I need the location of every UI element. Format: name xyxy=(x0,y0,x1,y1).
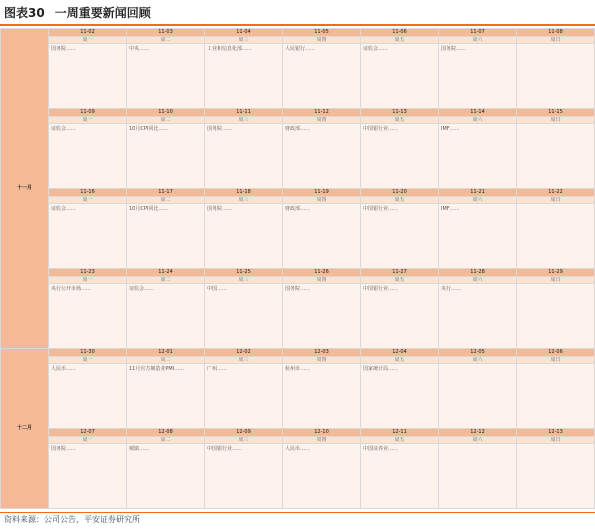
weekday-cell: 周五 xyxy=(361,356,439,364)
news-row xyxy=(1,204,595,269)
news-cell: 国家统计局…… xyxy=(361,364,439,429)
figure-title: 一周重要新闻回顾 xyxy=(54,5,151,20)
date-row xyxy=(1,29,595,37)
weekday-cell: 周一 xyxy=(49,276,127,284)
news-cell xyxy=(517,444,595,509)
weekday-row xyxy=(1,436,595,444)
news-cell: 城镇…… xyxy=(127,444,205,509)
date-cell: 11-04 xyxy=(205,29,283,37)
weekday-cell: 周一 xyxy=(49,356,127,364)
news-cell xyxy=(439,364,517,429)
weekday-cell: 周三 xyxy=(205,196,283,204)
date-cell: 11-27 xyxy=(361,268,439,276)
date-cell: 11-03 xyxy=(127,29,205,37)
news-cell: 国务院…… xyxy=(283,284,361,349)
date-row xyxy=(1,108,595,116)
date-cell: 11-26 xyxy=(283,268,361,276)
weekday-row xyxy=(1,116,595,124)
weekday-cell: 周二 xyxy=(127,196,205,204)
date-cell: 12-01 xyxy=(127,348,205,356)
date-cell: 12-05 xyxy=(439,348,517,356)
news-cell xyxy=(517,364,595,429)
top-divider xyxy=(0,24,595,26)
month-label-november: 十一月 xyxy=(1,29,49,349)
news-cell: IMF…… xyxy=(439,204,517,269)
date-cell: 11-05 xyxy=(283,29,361,37)
weekday-cell: 周六 xyxy=(439,276,517,284)
weekday-row xyxy=(1,196,595,204)
news-row xyxy=(1,124,595,189)
date-row xyxy=(1,428,595,436)
weekday-cell: 周一 xyxy=(49,436,127,444)
date-cell: 12-12 xyxy=(439,428,517,436)
news-cell: 中国银行业…… xyxy=(205,444,283,509)
news-row xyxy=(1,444,595,509)
news-cell: 人民银行…… xyxy=(283,44,361,109)
date-cell: 11-14 xyxy=(439,108,517,116)
news-cell xyxy=(517,44,595,109)
news-cell: 中国…… xyxy=(205,284,283,349)
weekday-cell: 周四 xyxy=(283,436,361,444)
news-cell: 中国银行业…… xyxy=(361,284,439,349)
weekday-cell: 周六 xyxy=(439,116,517,124)
weekday-cell: 周二 xyxy=(127,116,205,124)
date-cell: 11-07 xyxy=(439,29,517,37)
news-cell: 中国证券业…… xyxy=(361,444,439,509)
date-cell: 12-11 xyxy=(361,428,439,436)
date-row xyxy=(1,348,595,356)
news-cell: 10月CPI同比…… xyxy=(127,124,205,189)
news-cell: IMF…… xyxy=(439,124,517,189)
weekday-cell: 周日 xyxy=(517,196,595,204)
weekday-cell: 周六 xyxy=(439,436,517,444)
weekday-cell: 周五 xyxy=(361,116,439,124)
date-cell: 12-03 xyxy=(283,348,361,356)
weekday-cell: 周四 xyxy=(283,356,361,364)
date-cell: 11-08 xyxy=(517,29,595,37)
date-cell: 12-02 xyxy=(205,348,283,356)
weekday-cell: 周日 xyxy=(517,356,595,364)
date-cell: 11-12 xyxy=(283,108,361,116)
date-cell: 11-30 xyxy=(49,348,127,356)
news-cell: 央行公开市场…… xyxy=(49,284,127,349)
date-cell: 11-29 xyxy=(517,268,595,276)
date-cell: 11-25 xyxy=(205,268,283,276)
news-cell: 国务院…… xyxy=(49,44,127,109)
date-cell: 12-07 xyxy=(49,428,127,436)
weekday-row xyxy=(1,356,595,364)
news-cell: 国务院…… xyxy=(439,44,517,109)
bottom-divider xyxy=(0,512,595,513)
news-cell: 中央…… xyxy=(127,44,205,109)
news-cell: 中国银行业…… xyxy=(361,204,439,269)
weekday-cell: 周六 xyxy=(439,196,517,204)
source-note: 资料来源：公司公告，平安证券研究所 xyxy=(4,515,140,524)
weekday-cell: 周六 xyxy=(439,36,517,44)
news-cell: 中国银行业…… xyxy=(361,124,439,189)
news-cell xyxy=(517,284,595,349)
news-cell: 证监会…… xyxy=(49,204,127,269)
news-row xyxy=(1,284,595,349)
weekday-cell: 周日 xyxy=(517,116,595,124)
date-cell: 12-06 xyxy=(517,348,595,356)
date-cell: 11-17 xyxy=(127,188,205,196)
weekday-row xyxy=(1,36,595,44)
weekday-cell: 周一 xyxy=(49,116,127,124)
news-row xyxy=(1,44,595,109)
weekday-cell: 周三 xyxy=(205,116,283,124)
date-cell: 11-06 xyxy=(361,29,439,37)
weekday-cell: 周五 xyxy=(361,436,439,444)
weekday-cell: 周日 xyxy=(517,36,595,44)
news-cell: 央行…… xyxy=(439,284,517,349)
news-cell xyxy=(517,124,595,189)
date-cell: 11-18 xyxy=(205,188,283,196)
date-cell: 12-04 xyxy=(361,348,439,356)
weekly-news-table xyxy=(0,28,595,509)
weekday-cell: 周三 xyxy=(205,276,283,284)
news-cell xyxy=(439,444,517,509)
news-cell: 人民币…… xyxy=(283,444,361,509)
news-cell: 10月CPI同比…… xyxy=(127,204,205,269)
weekday-cell: 周三 xyxy=(205,356,283,364)
weekday-cell: 周一 xyxy=(49,196,127,204)
weekday-cell: 周三 xyxy=(205,36,283,44)
weekday-cell: 周二 xyxy=(127,356,205,364)
weekday-cell: 周四 xyxy=(283,196,361,204)
date-cell: 12-13 xyxy=(517,428,595,436)
weekday-cell: 周五 xyxy=(361,276,439,284)
date-cell: 11-09 xyxy=(49,108,127,116)
date-cell: 11-13 xyxy=(361,108,439,116)
date-row xyxy=(1,188,595,196)
date-cell: 11-02 xyxy=(49,29,127,37)
date-cell: 11-11 xyxy=(205,108,283,116)
weekday-cell: 周日 xyxy=(517,276,595,284)
weekday-cell: 周日 xyxy=(517,436,595,444)
weekday-cell: 周二 xyxy=(127,436,205,444)
weekday-cell: 周五 xyxy=(361,36,439,44)
weekday-cell: 周四 xyxy=(283,116,361,124)
month-label-december: 十二月 xyxy=(1,348,49,508)
news-cell: 证监会…… xyxy=(49,124,127,189)
date-row xyxy=(1,268,595,276)
news-cell: 证监会…… xyxy=(127,284,205,349)
weekday-cell: 周五 xyxy=(361,196,439,204)
news-cell: 工业和信息化部…… xyxy=(205,44,283,109)
news-cell: 财政部…… xyxy=(283,204,361,269)
date-cell: 12-09 xyxy=(205,428,283,436)
news-cell: 财政部…… xyxy=(283,124,361,189)
date-cell: 11-20 xyxy=(361,188,439,196)
news-cell: 国务院…… xyxy=(205,204,283,269)
news-cell: 证监会…… xyxy=(361,44,439,109)
figure-number: 图表30 xyxy=(4,5,45,20)
news-cell xyxy=(517,204,595,269)
date-cell: 11-22 xyxy=(517,188,595,196)
weekday-cell: 周三 xyxy=(205,436,283,444)
date-cell: 11-16 xyxy=(49,188,127,196)
news-cell: 广州…… xyxy=(205,364,283,429)
date-cell: 11-24 xyxy=(127,268,205,276)
figure-title-bar xyxy=(0,0,595,24)
date-cell: 11-10 xyxy=(127,108,205,116)
date-cell: 11-28 xyxy=(439,268,517,276)
date-cell: 11-21 xyxy=(439,188,517,196)
date-cell: 12-10 xyxy=(283,428,361,436)
date-cell: 11-23 xyxy=(49,268,127,276)
news-cell: 国务院…… xyxy=(49,444,127,509)
weekday-cell: 周二 xyxy=(127,276,205,284)
news-cell: 11月官方制造业PMI…… xyxy=(127,364,205,429)
weekday-cell: 周四 xyxy=(283,36,361,44)
date-cell: 12-08 xyxy=(127,428,205,436)
weekday-cell: 周六 xyxy=(439,356,517,364)
news-row xyxy=(1,364,595,429)
weekday-cell: 周一 xyxy=(49,36,127,44)
news-cell: 人民币…… xyxy=(49,364,127,429)
news-cell: 国务院…… xyxy=(205,124,283,189)
weekday-row xyxy=(1,276,595,284)
date-cell: 11-19 xyxy=(283,188,361,196)
news-cell: 杭州市…… xyxy=(283,364,361,429)
weekday-cell: 周四 xyxy=(283,276,361,284)
date-cell: 11-15 xyxy=(517,108,595,116)
weekday-cell: 周二 xyxy=(127,36,205,44)
